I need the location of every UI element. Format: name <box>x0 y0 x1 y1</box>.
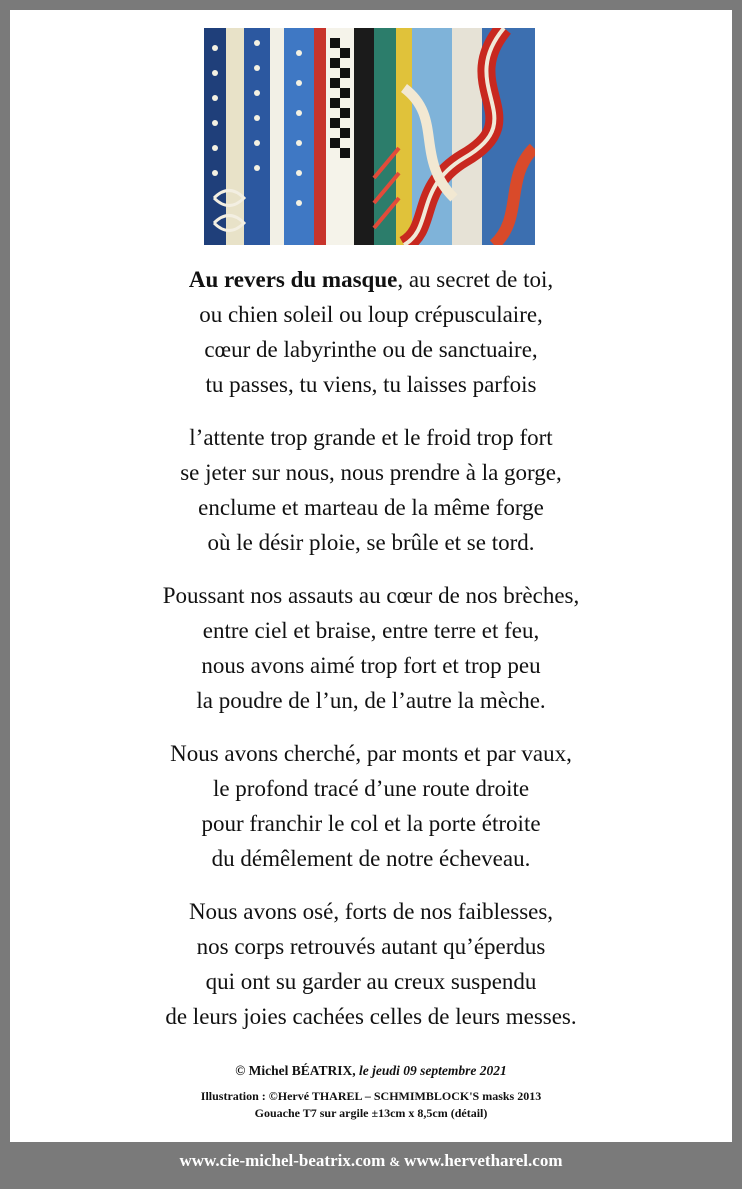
credits <box>10 1062 732 1122</box>
stanza-1 <box>10 262 732 402</box>
poem-line: enclume et marteau de la même forge <box>198 495 544 520</box>
stanza-5 <box>10 894 732 1034</box>
poem-line: pour franchir le col et la porte étroite <box>201 811 541 836</box>
author-line: © Michel BÉATRIX, le jeudi 09 septembre 2021 <box>235 1063 507 1078</box>
site-link-michel-beatrix[interactable]: www.cie-michel-beatrix.com <box>179 1151 386 1170</box>
site-link-herve-tharel[interactable]: www.hervetharel.com <box>404 1151 563 1170</box>
poem-line: nous avons aimé trop fort et trop peu <box>201 653 541 678</box>
poem-line: de leurs joies cachées celles de leurs messes. <box>165 1004 577 1029</box>
poem-line: tu passes, tu viens, tu laisses parfois <box>205 372 537 397</box>
poem-title: Au revers du masque <box>188 267 398 292</box>
medium-credit: Gouache T7 sur argile ±13cm x 8,5cm (détail) <box>254 1106 488 1120</box>
poem-line: du démêlement de notre écheveau. <box>211 846 531 871</box>
poem-line: Poussant nos assauts au cœur de nos brèches, <box>162 583 580 608</box>
poem-line: l’attente trop grande et le froid trop fort <box>189 425 553 450</box>
poem-page <box>10 10 732 1142</box>
poem-line: la poudre de l’un, de l’autre la mèche. <box>196 688 546 713</box>
date: le jeudi 09 septembre 2021 <box>359 1063 507 1078</box>
poem-line: cœur de labyrinthe ou de sanctuaire, <box>204 337 538 362</box>
poem-line: qui ont su garder au creux suspendu <box>205 969 537 994</box>
footer-links <box>0 1146 742 1176</box>
poem-line: entre ciel et braise, entre terre et feu, <box>202 618 540 643</box>
poem-line: Au revers du masque, au secret de toi, <box>188 267 554 292</box>
poem-line: le profond tracé d’une route droite <box>212 776 530 801</box>
stanza-3 <box>10 578 732 718</box>
poem-line: Nous avons cherché, par monts et par vaux, <box>170 741 572 766</box>
poem-line: se jeter sur nous, nous prendre à la gorge, <box>180 460 562 485</box>
poem-line: nos corps retrouvés autant qu’éperdus <box>196 934 546 959</box>
stanza-2 <box>10 420 732 560</box>
illustration-credit: Illustration : ©Hervé THAREL – SCHMIMBLOCK'S masks 2013 <box>200 1089 542 1103</box>
poem-line: Nous avons osé, forts de nos faiblesses, <box>188 899 554 924</box>
illustration-image <box>204 28 535 245</box>
poem-line: où le désir ploie, se brûle et se tord. <box>207 530 535 555</box>
painting-icon <box>204 28 535 245</box>
poem <box>10 262 732 1052</box>
poem-line: ou chien soleil ou loup crépusculaire, <box>199 302 543 327</box>
stanza-4 <box>10 736 732 876</box>
ampersand: & <box>389 1154 401 1169</box>
